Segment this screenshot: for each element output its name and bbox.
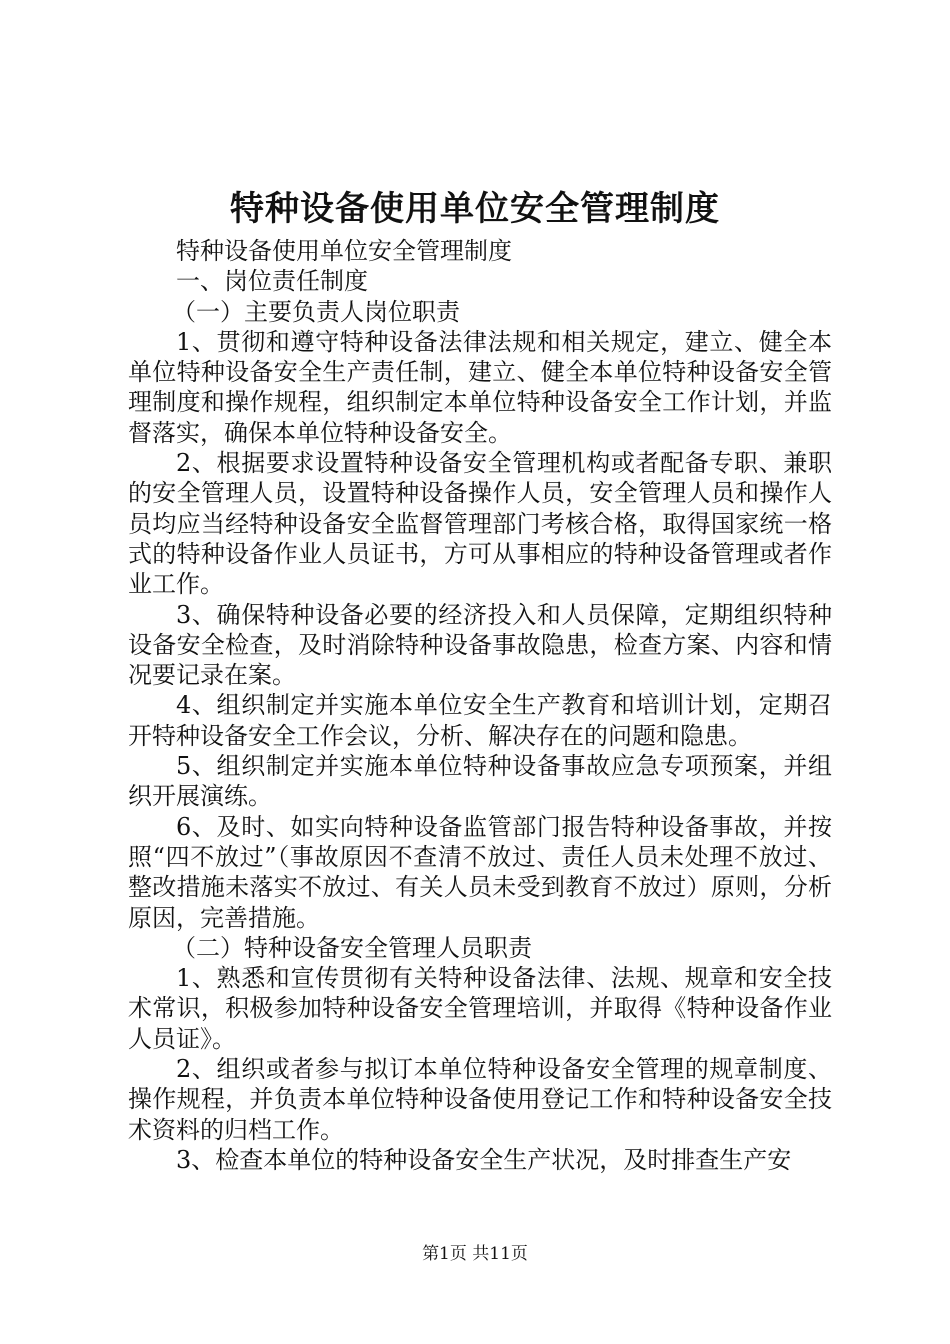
paragraph: 6、及时、如实向特种设备监管部门报告特种设备事故，并按照“四不放过”（事故原因不查清不放过、责任人员未处理不放过、整改措施未落实不放过、有关人员未受到教育不放过）原则，分析原因，完善措施。 [128,812,832,932]
subsection-heading-1: （一）主要负责人岗位职责 [172,297,460,326]
paragraph: 1、贯彻和遵守特种设备法律法规和相关规定，建立、健全本单位特种设备安全生产责任制，建立、健全本单位特种设备安全管理制度和操作规程，组织制定本单位特种设备安全工作计划，并监督落实，确保本单位特种设备安全。 [128,327,832,447]
paragraph-subtitle: 特种设备使用单位安全管理制度 [176,237,512,265]
paragraph: 5、组织制定并实施本单位特种设备事故应急专项预案，并组织开展演练。 [128,752,832,811]
subsection-heading-2: （二）特种设备安全管理人员职责 [172,933,532,962]
paragraph: 2、根据要求设置特种设备安全管理机构或者配备专职、兼职的安全管理人员，设置特种设备操作人员，安全管理人员和操作人员均应当经特种设备安全监督管理部门考核合格，取得国家统一格式的特种设备作业人员证书，方可从事相应的特种设备管理或者作业工作。 [128,449,832,599]
document-body [128,236,832,1175]
document-title: 特种设备使用单位安全管理制度 [230,189,720,229]
paragraph: 3、检查本单位的特种设备安全生产状况，及时排查生产安 [176,1145,792,1174]
paragraph: 2、组织或者参与拟订本单位特种设备安全管理的规章制度、操作规程，并负责本单位特种设备使用登记工作和特种设备安全技术资料的归档工作。 [128,1055,832,1144]
paragraph: 1、熟悉和宣传贯彻有关特种设备法律、法规、规章和安全技术常识，积极参加特种设备安全管理培训，并取得《特种设备作业人员证》。 [128,964,832,1053]
section-heading-1: 一、岗位责任制度 [176,267,368,296]
paragraph: 3、确保特种设备必要的经济投入和人员保障，定期组织特种设备安全检查，及时消除特种设备事故隐患，检查方案、内容和情况要记录在案。 [128,600,832,690]
page-footer: 第1页 共11页 [422,1244,528,1264]
paragraph: 4、组织制定并实施本单位安全生产教育和培训计划，定期召开特种设备安全工作会议，分析、解决存在的问题和隐患。 [128,691,832,750]
